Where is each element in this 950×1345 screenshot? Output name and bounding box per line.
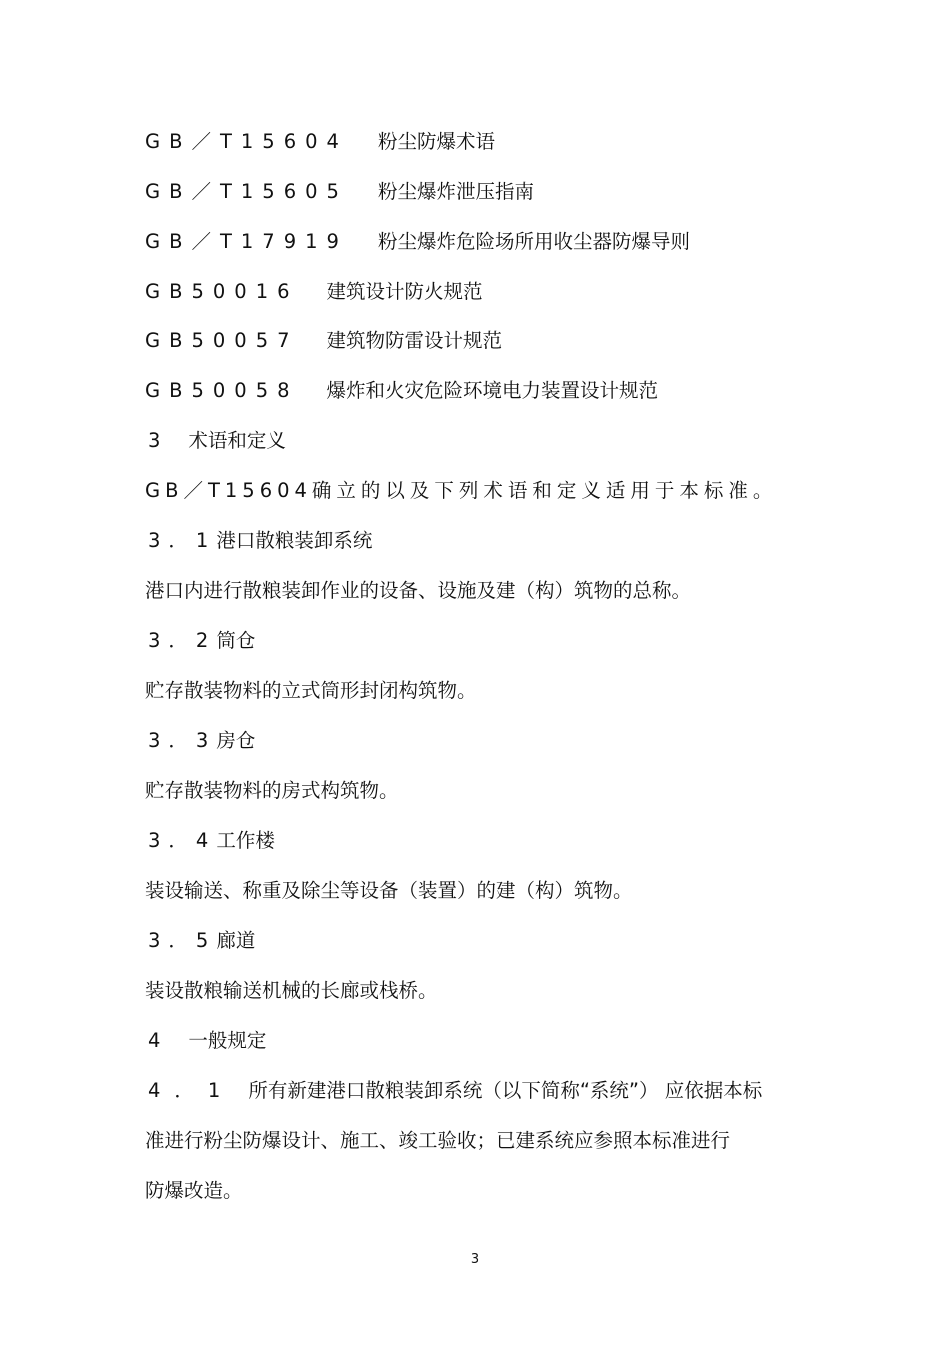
term-definition: 装设散粮输送机械的长廊或栈桥。 [145, 979, 438, 1002]
term-number: 3．3 [148, 729, 217, 752]
term-name: 筒仓 [216, 629, 256, 652]
section-intro-text: GB／T15604确立的以及下列术语和定义适用于本标准。 [145, 479, 778, 502]
section-number: 3 [148, 429, 161, 452]
term-definition: 港口内进行散粮装卸作业的设备、设施及建（构）筑物的总称。 [145, 579, 692, 602]
reference-item [145, 327, 502, 355]
term-number: 3．4 [148, 829, 217, 852]
reference-title: 建筑设计防火规范 [326, 280, 483, 303]
section-title: 一般规定 [188, 1029, 267, 1052]
term-definition: 装设输送、称重及除尘等设备（装置）的建（构）筑物。 [145, 879, 633, 902]
reference-item [145, 178, 534, 206]
term-heading [148, 627, 255, 655]
reference-code: GB50058 [145, 379, 299, 402]
term-heading [148, 727, 255, 755]
clause-line: 准进行粉尘防爆设计、施工、竣工验收；已建系统应参照本标准进行 [145, 1129, 731, 1152]
reference-code: GB50057 [145, 329, 299, 352]
clause-line: 防爆改造。 [145, 1179, 243, 1202]
reference-item [145, 377, 658, 405]
clause-line [148, 1077, 762, 1105]
reference-item [145, 278, 483, 306]
term-name: 港口散粮装卸系统 [216, 529, 373, 552]
section-heading [148, 427, 286, 455]
section-intro [145, 477, 777, 505]
term-definition: 贮存散装物料的立式筒形封闭构筑物。 [145, 679, 477, 702]
page-number: 3 [470, 1252, 480, 1267]
term-number: 3．1 [148, 529, 217, 552]
reference-item [145, 228, 690, 256]
term-number: 3．2 [148, 629, 217, 652]
section-title: 术语和定义 [188, 429, 286, 452]
term-name: 工作楼 [216, 829, 275, 852]
reference-title: 粉尘爆炸危险场所用收尘器防爆导则 [377, 230, 690, 253]
clause-number: 4．1 [148, 1079, 235, 1102]
term-number: 3．5 [148, 929, 217, 952]
term-definition: 贮存散装物料的房式构筑物。 [145, 779, 399, 802]
reference-title: 粉尘爆炸泄压指南 [377, 180, 534, 203]
term-heading [148, 927, 255, 955]
term-name: 房仓 [216, 729, 256, 752]
term-name: 廊道 [216, 929, 256, 952]
term-heading [148, 827, 275, 855]
term-heading [148, 527, 372, 555]
reference-code: GB／T17919 [145, 230, 348, 253]
reference-title: 建筑物防雷设计规范 [326, 329, 503, 352]
section-heading [148, 1027, 266, 1055]
reference-code: GB50016 [145, 280, 299, 303]
reference-item [145, 128, 495, 156]
reference-title: 粉尘防爆术语 [377, 130, 495, 153]
clause-text: 所有新建港口散粮装卸系统（以下简称“系统”） 应依据本标 [248, 1079, 763, 1102]
reference-code: GB／T15604 [145, 130, 348, 153]
reference-title: 爆炸和火灾危险环境电力装置设计规范 [326, 379, 659, 402]
section-number: 4 [148, 1029, 161, 1052]
reference-code: GB／T15605 [145, 180, 348, 203]
